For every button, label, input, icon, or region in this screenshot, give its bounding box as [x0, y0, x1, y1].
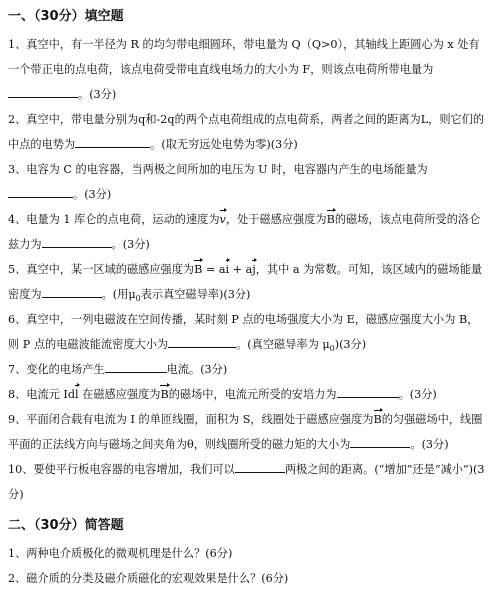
question-1: 1、真空中，有一半径为 R 的均匀带电细圆环，带电量为 Q（Q>0），其轴线上距圆心为 x 处有一个带正电的点电荷，该点电荷受带电直线电场力的大小为 F，则该点电荷所带电量为。(3分) [8, 38, 480, 101]
question-10: 10、要使平行板电容器的电容增加，我们可以 两极之间的距离。(“增加”还是“减小”)(3分) [8, 457, 485, 507]
section-title-fill-in: 一、（30分）填空题 [8, 9, 124, 24]
answer-blank-7[interactable] [105, 360, 167, 373]
magnetic-field-vector: B [327, 207, 335, 232]
question-6: 6、真空中，一列电磁波在空间传播，某时刻 P 点的电场强度大小为 E，磁感应强度大小为 B，则 P 点的电磁波能流密度大小为 。(真空磁导率为 $\mu_0)(3$分) [8, 313, 479, 354]
unit-vector-i: i [226, 257, 230, 282]
answer-blank-4[interactable] [42, 235, 112, 248]
short-answer-question-2: 2、磁介质的分类及磁介质磁化的宏观效果是什么？(6分) [8, 572, 289, 585]
section-title-short-answer: 二、（30分）简答题 [8, 518, 124, 533]
question-8: 8、电流元 Idl 在磁感应强度为B的磁场中，电流元所受的安培力为 。(3分) [8, 382, 485, 407]
question-2: 2、真空中，带电量分别为q和-2q的两个点电荷组成的点电荷系，两者之间的距离为L，则它们的中点的电势为 。(取无穷远处电势为零)(3分) [8, 113, 485, 151]
answer-blank-9[interactable] [350, 435, 410, 448]
magnetic-field-vector: B [374, 407, 382, 432]
answer-blank-10[interactable] [235, 460, 285, 473]
answer-blank-1[interactable] [8, 85, 78, 98]
question-5: 5、真空中，某一区域的磁感应强度为B = ai + aj，其中 a 为常数。可知，该区域内的磁场能量密度为 。(用$\mu_0$表示真空磁导率)(3分) [8, 257, 485, 307]
answer-blank-6[interactable] [168, 335, 236, 348]
length-element-vector: l [75, 382, 79, 407]
answer-blank-8[interactable] [337, 385, 399, 398]
magnetic-field-vector: B [194, 257, 202, 282]
short-answer-question-1: 1、两种电介质极化的微观机理是什么？(6分) [8, 547, 233, 560]
answer-blank-3[interactable] [8, 185, 73, 198]
answer-blank-2[interactable] [75, 135, 150, 148]
question-4: 4、电量为 1 库仑的点电荷，运动的速度为v，处于磁感应强度为B的磁场，该点电荷所受的洛仑兹力为 。(3分) [8, 207, 485, 257]
magnetic-field-vector: B [160, 382, 168, 407]
velocity-vector: v [220, 207, 226, 232]
question-3: 3、电容为 C 的电容器，当两极之间所加的电压为 U 时，电容器内产生的电场能量为。(3分) [8, 163, 428, 201]
question-9: 9、平面闭合载有电流为 I 的单匝线圈，面积为 S，线圈处于磁感应强度为B的匀强磁场中，线圈平面的正法线方向与磁场之间夹角为θ，则线圈所受的磁力矩的大小为 。(3分) [8, 407, 485, 457]
question-7: 7、变化的电场产生 电流。(3分) [8, 357, 485, 382]
answer-blank-5[interactable] [42, 285, 102, 298]
unit-vector-j: j [252, 257, 255, 282]
